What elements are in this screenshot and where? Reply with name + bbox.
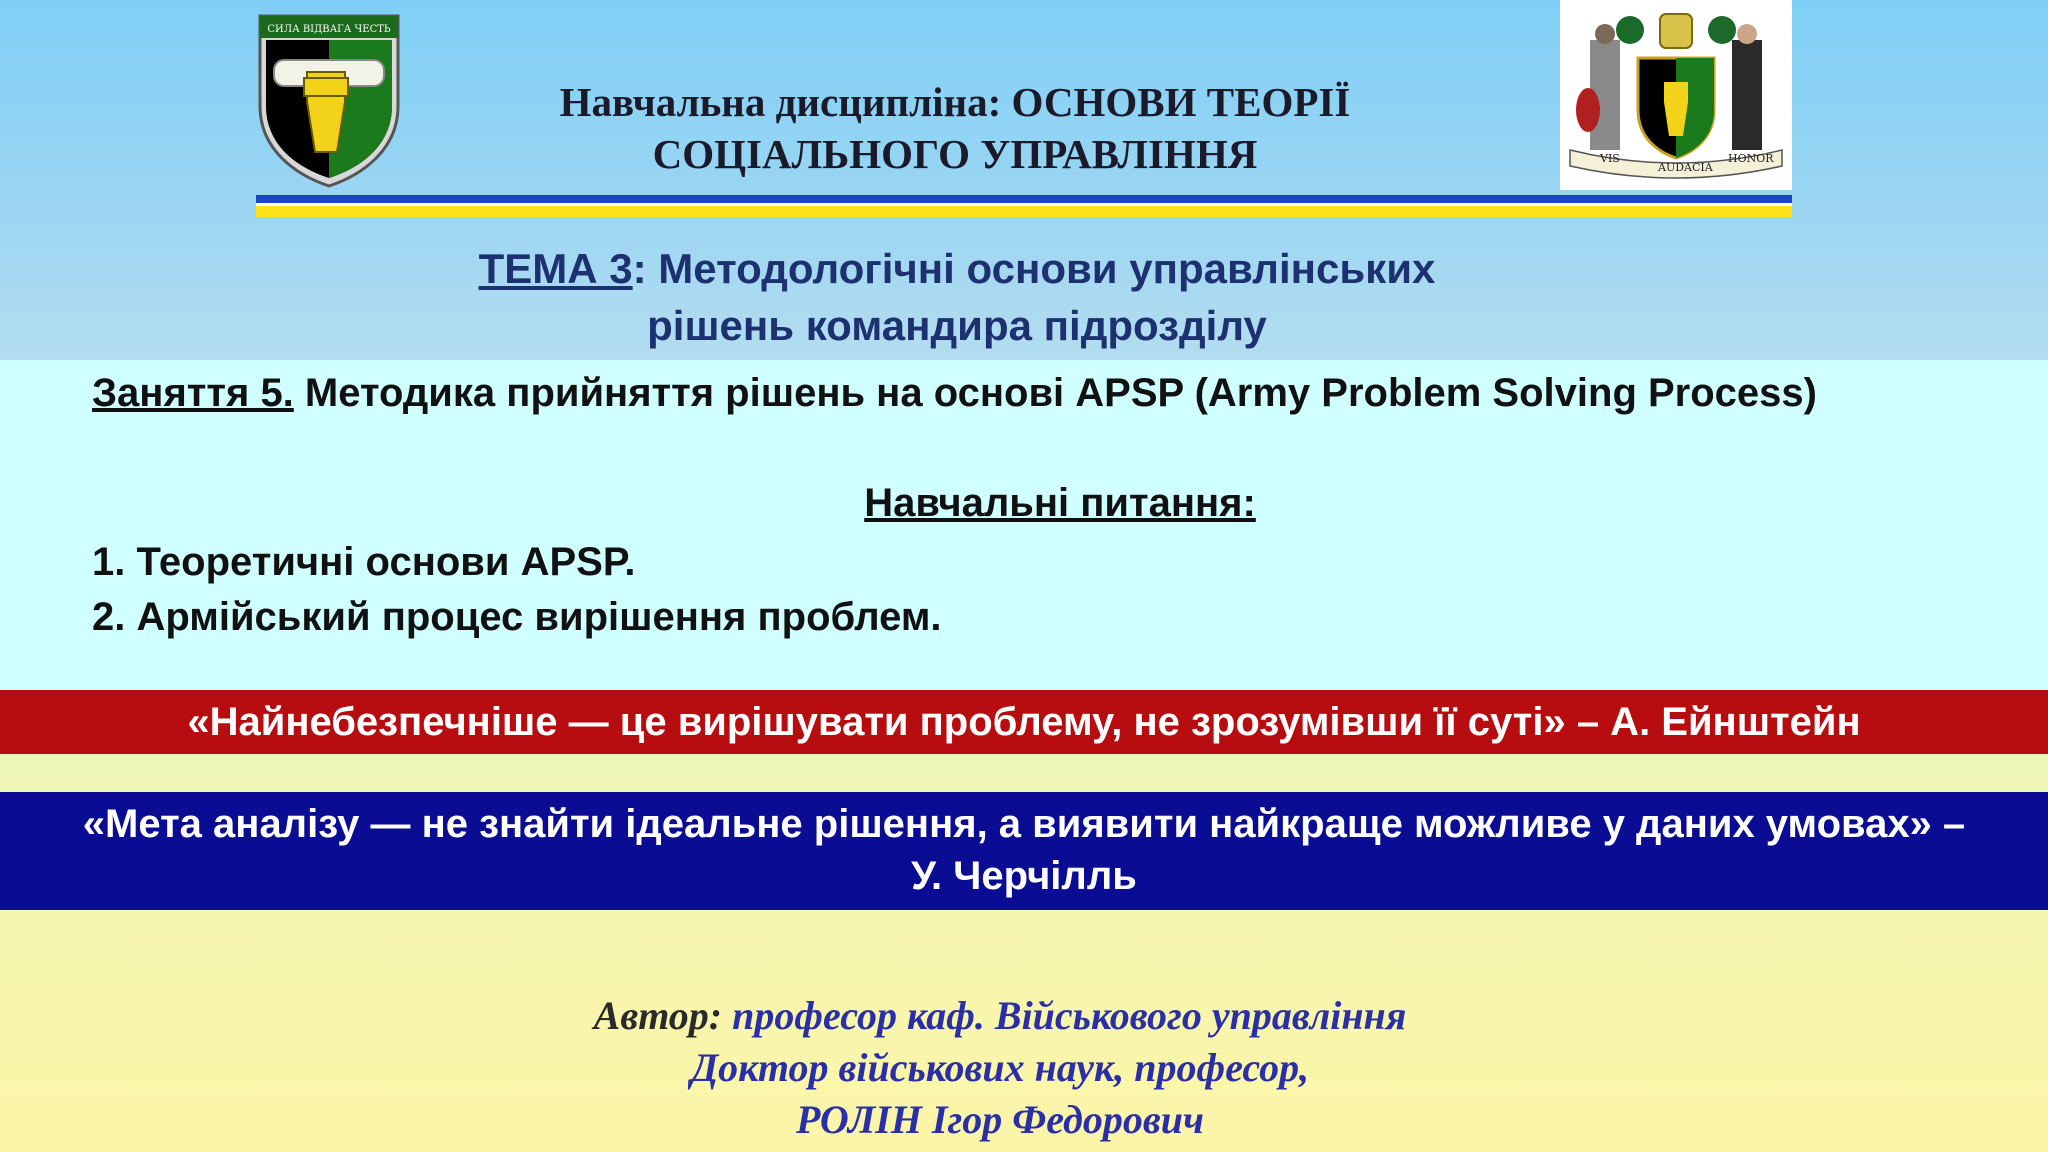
author-label: Автор: bbox=[593, 993, 723, 1038]
quote-churchill-line-1: «Мета аналізу — не знайти ідеальне рішення, а виявити найкраще можливе у даних умовах» – bbox=[82, 802, 1966, 846]
topic-heading bbox=[330, 240, 1584, 354]
crest-motto-vis: VIS bbox=[1600, 152, 1620, 165]
topic-line-2: рішень командира підрозділу bbox=[647, 302, 1267, 349]
crest-motto-audacia: AUDACIA bbox=[1658, 161, 1713, 174]
lesson-heading bbox=[92, 368, 1992, 418]
quote-churchill bbox=[0, 792, 2048, 910]
lesson-label: Заняття 5. bbox=[92, 371, 294, 415]
academy-crest bbox=[1560, 0, 1792, 190]
topic-label: ТЕМА 3 bbox=[478, 245, 633, 292]
author-line-3: РОЛІН Ігор Федорович bbox=[796, 1097, 1204, 1142]
svg-text:СИЛА ВІДВАГА ЧЕСТЬ: СИЛА ВІДВАГА ЧЕСТЬ bbox=[267, 24, 391, 35]
author-line-1: професор каф. Військового управління bbox=[722, 993, 1407, 1038]
questions-list bbox=[92, 535, 1892, 645]
questions-title: Навчальні питання: bbox=[864, 481, 1256, 525]
list-item: 1. Теоретичні основи APSP. bbox=[92, 540, 636, 584]
quote-einstein: «Найнебезпечніше — це вирішувати проблему, не зрозумівши її суті» – А. Ейнштейн bbox=[0, 690, 2048, 754]
topic-line-1: : Методологічні основи управлінських bbox=[632, 245, 1436, 292]
discipline-line-1: Навчальна дисципліна: ОСНОВИ ТЕОРІЇ bbox=[559, 79, 1351, 125]
discipline-title bbox=[470, 76, 1440, 180]
author-block bbox=[400, 990, 1600, 1146]
discipline-line-2: СОЦІАЛЬНОГО УПРАВЛІННЯ bbox=[652, 131, 1258, 177]
ukraine-flag-stripe bbox=[256, 195, 1792, 217]
heraldic-crest-icon bbox=[1560, 0, 1792, 190]
author-line-2: Доктор військових наук, професор, bbox=[690, 1045, 1310, 1090]
quote-churchill-line-2: У. Черчілль bbox=[911, 854, 1137, 898]
list-item: 2. Армійський процес вирішення проблем. bbox=[92, 595, 942, 639]
lesson-text: Методика прийняття рішень на основі APSP (Army Problem Solving Process) bbox=[293, 371, 1817, 415]
crest-motto-honor: HONOR bbox=[1728, 152, 1774, 165]
unit-emblem-shield-icon bbox=[252, 10, 406, 188]
